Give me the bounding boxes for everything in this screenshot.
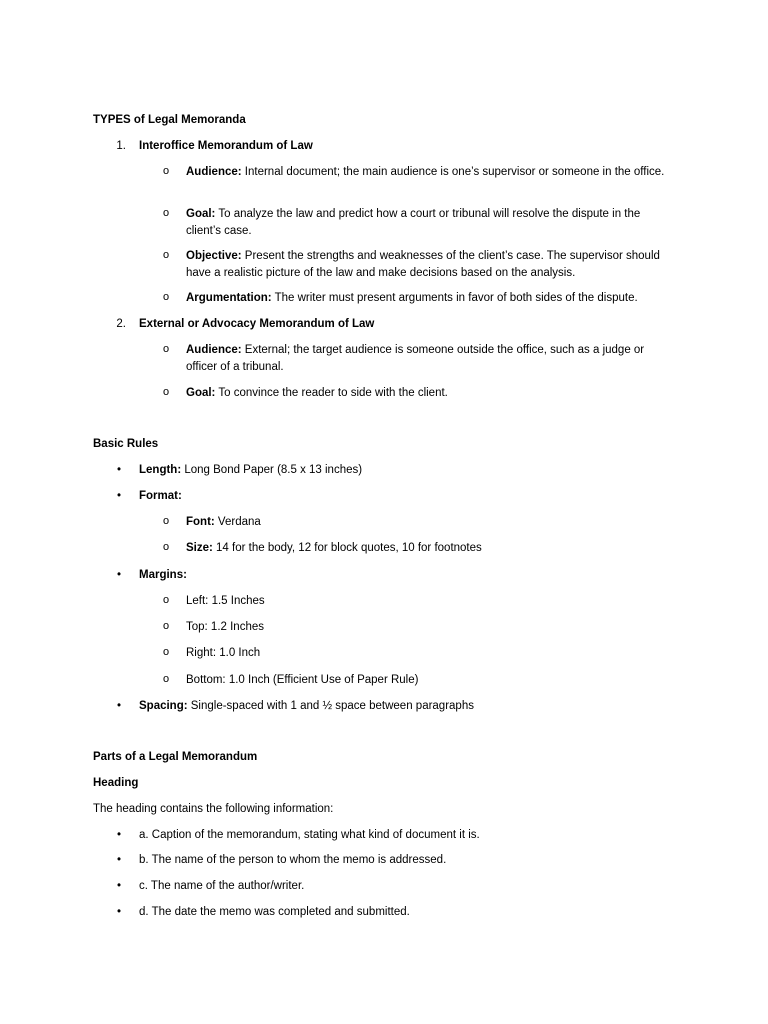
- type-title: Interoffice Memorandum of Law: [139, 140, 313, 152]
- list-item: Goal: To analyze the law and predict how a court or tribunal will resolve the dispute in the client’s case.: [186, 208, 641, 237]
- list-number: 1.: [116, 140, 126, 152]
- bullet: •: [116, 569, 122, 581]
- list-item: Audience: Internal document; the main audience is one’s supervisor or someone in the office.: [186, 166, 665, 178]
- list-item: Top: 1.2 Inches: [186, 621, 264, 633]
- list-number: 2.: [116, 318, 126, 330]
- types-heading: TYPES of Legal Memoranda: [93, 114, 246, 126]
- bullet: •: [116, 880, 122, 892]
- bullet: •: [116, 464, 122, 476]
- bullet: •: [116, 490, 122, 502]
- bullet: •: [116, 906, 122, 918]
- list-item: c. The name of the author/writer.: [139, 880, 305, 892]
- list-item: Objective: Present the strengths and weaknesses of the client’s case. The supervisor should have a realistic picture of the law and make decisions based on the analysis.: [186, 250, 660, 279]
- rule-format: Format:: [139, 490, 182, 502]
- circle-bullet: o: [162, 387, 170, 399]
- list-item: Size: 14 for the body, 12 for block quotes, 10 for footnotes: [186, 542, 482, 554]
- circle-bullet: o: [162, 595, 170, 607]
- heading-intro: The heading contains the following information:: [93, 803, 334, 815]
- bullet: •: [116, 829, 122, 841]
- list-item: Right: 1.0 Inch: [186, 647, 261, 659]
- circle-bullet: o: [162, 674, 170, 686]
- list-item: b. The name of the person to whom the memo is addressed.: [139, 854, 447, 866]
- circle-bullet: o: [162, 250, 170, 262]
- circle-bullet: o: [162, 208, 170, 220]
- rule-spacing: Spacing: Single-spaced with 1 and ½ space between paragraphs: [139, 700, 474, 712]
- circle-bullet: o: [162, 516, 170, 528]
- list-item: Argumentation: The writer must present arguments in favor of both sides of the dispute.: [186, 292, 638, 304]
- list-item: Audience: External; the target audience is someone outside the office, such as a judge or officer of a tribunal.: [186, 344, 645, 373]
- list-item: Bottom: 1.0 Inch (Efficient Use of Paper Rule): [186, 674, 419, 686]
- circle-bullet: o: [162, 344, 170, 356]
- list-item: Font: Verdana: [186, 516, 261, 528]
- bullet: •: [116, 854, 122, 866]
- rule-margins: Margins:: [139, 569, 187, 581]
- circle-bullet: o: [162, 292, 170, 304]
- type-title: External or Advocacy Memorandum of Law: [139, 318, 375, 330]
- parts-heading: Parts of a Legal Memorandum: [93, 751, 258, 763]
- bullet: •: [116, 700, 122, 712]
- list-item: Goal: To convince the reader to side with the client.: [186, 387, 448, 399]
- list-item: a. Caption of the memorandum, stating what kind of document it is.: [139, 829, 480, 841]
- circle-bullet: o: [162, 621, 170, 633]
- list-item: d. The date the memo was completed and submitted.: [139, 906, 410, 918]
- rules-heading: Basic Rules: [93, 438, 159, 450]
- heading-title: Heading: [93, 777, 139, 789]
- circle-bullet: o: [162, 166, 170, 178]
- list-item: Left: 1.5 Inches: [186, 595, 265, 607]
- rule-length: Length: Long Bond Paper (8.5 x 13 inches): [139, 464, 363, 476]
- circle-bullet: o: [162, 647, 170, 659]
- circle-bullet: o: [162, 542, 170, 554]
